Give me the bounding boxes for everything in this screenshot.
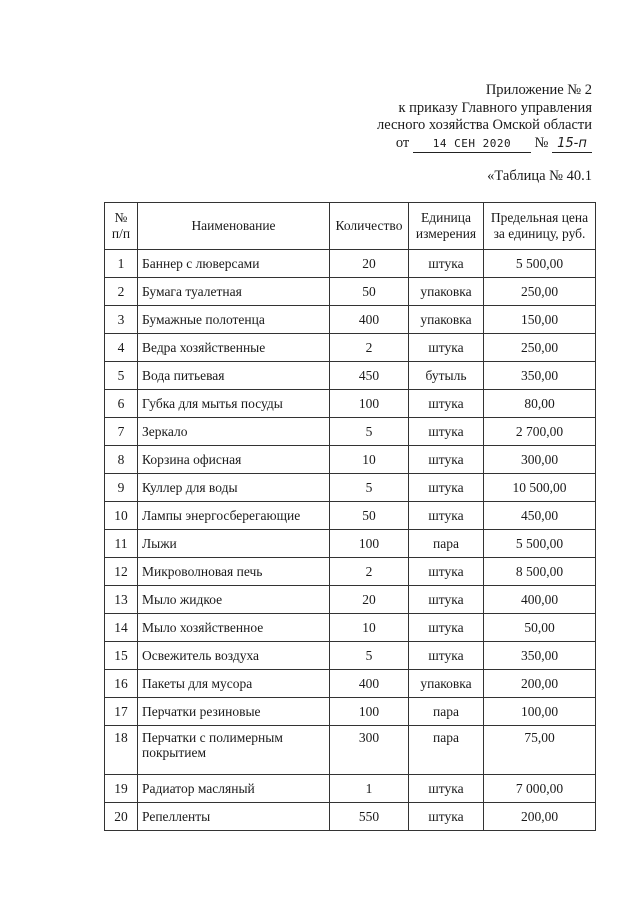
item-unit: бутыль: [409, 362, 484, 390]
item-unit: штука: [409, 558, 484, 586]
organization-name: лесного хозяйства Омской области: [376, 117, 592, 133]
table-row: [105, 250, 596, 278]
item-unit: штука: [409, 334, 484, 362]
item-name: Зеркало: [138, 418, 330, 446]
table-row: [105, 670, 596, 698]
item-price: 80,00: [484, 390, 596, 418]
item-name: Пакеты для мусора: [138, 670, 330, 698]
row-number: 3: [105, 306, 138, 334]
table-row: [105, 642, 596, 670]
table-row: [105, 775, 596, 803]
item-price: 350,00: [484, 642, 596, 670]
item-name: Перчатки с полимерным покрытием: [138, 726, 330, 775]
item-quantity: 50: [330, 278, 409, 306]
table-row: [105, 698, 596, 726]
item-price: 200,00: [484, 670, 596, 698]
table-body: [105, 250, 596, 831]
item-price: 250,00: [484, 278, 596, 306]
item-quantity: 5: [330, 474, 409, 502]
col-header-price: Предельная цена за единицу, руб.: [484, 203, 596, 250]
item-unit: упаковка: [409, 278, 484, 306]
item-quantity: 20: [330, 250, 409, 278]
item-price: 50,00: [484, 614, 596, 642]
table-row: [105, 803, 596, 831]
item-name: Ведра хозяйственные: [138, 334, 330, 362]
item-quantity: 100: [330, 698, 409, 726]
item-price: 7 000,00: [484, 775, 596, 803]
item-unit: упаковка: [409, 306, 484, 334]
item-name: Лампы энергосберегающие: [138, 502, 330, 530]
item-unit: штука: [409, 803, 484, 831]
row-number: 19: [105, 775, 138, 803]
item-quantity: 20: [330, 586, 409, 614]
item-quantity: 100: [330, 530, 409, 558]
row-number: 2: [105, 278, 138, 306]
items-table: [104, 202, 596, 831]
order-number: 15-п: [552, 135, 592, 154]
row-number: 7: [105, 418, 138, 446]
row-number: 15: [105, 642, 138, 670]
item-unit: штука: [409, 642, 484, 670]
item-name: Баннер с люверсами: [138, 250, 330, 278]
row-number: 17: [105, 698, 138, 726]
order-date: 14 СЕН 2020: [413, 135, 531, 154]
item-unit: штука: [409, 586, 484, 614]
order-reference: к приказу Главного управления: [398, 99, 592, 116]
table-row: [105, 390, 596, 418]
date-number-line: [377, 135, 592, 154]
item-quantity: 300: [330, 726, 409, 775]
row-number: 8: [105, 446, 138, 474]
col-header-unit: Единица измерения: [409, 203, 484, 250]
item-price: 100,00: [484, 698, 596, 726]
item-name: Куллер для воды: [138, 474, 330, 502]
item-quantity: 10: [330, 446, 409, 474]
item-name: Лыжи: [138, 530, 330, 558]
item-unit: штука: [409, 775, 484, 803]
item-unit: штука: [409, 446, 484, 474]
item-quantity: 400: [330, 670, 409, 698]
item-unit: штука: [409, 614, 484, 642]
row-number: 4: [105, 334, 138, 362]
row-number: 18: [105, 726, 138, 775]
from-label: от: [395, 134, 410, 151]
item-name: Микроволновая печь: [138, 558, 330, 586]
item-name: Перчатки резиновые: [138, 698, 330, 726]
appendix-label: Приложение № 2: [485, 82, 592, 98]
table-row: [105, 614, 596, 642]
item-quantity: 400: [330, 306, 409, 334]
item-price: 350,00: [484, 362, 596, 390]
item-unit: пара: [409, 698, 484, 726]
table-row: [105, 418, 596, 446]
item-quantity: 5: [330, 642, 409, 670]
item-name: Мыло жидкое: [138, 586, 330, 614]
row-number: 20: [105, 803, 138, 831]
table-row: [105, 278, 596, 306]
item-quantity: 100: [330, 390, 409, 418]
item-price: 150,00: [484, 306, 596, 334]
item-name: Репелленты: [138, 803, 330, 831]
row-number: 9: [105, 474, 138, 502]
item-quantity: 550: [330, 803, 409, 831]
item-name: Вода питьевая: [138, 362, 330, 390]
col-header-name: Наименование: [138, 203, 330, 250]
item-price: 5 500,00: [484, 250, 596, 278]
item-unit: упаковка: [409, 670, 484, 698]
table-title: «Таблица № 40.1: [487, 168, 592, 184]
item-price: 5 500,00: [484, 530, 596, 558]
item-price: 200,00: [484, 803, 596, 831]
item-name: Корзина офисная: [138, 446, 330, 474]
item-name: Губка для мытья посуды: [138, 390, 330, 418]
item-quantity: 450: [330, 362, 409, 390]
col-header-quantity: Количество: [330, 203, 409, 250]
item-quantity: 10: [330, 614, 409, 642]
item-quantity: 1: [330, 775, 409, 803]
table-row: [105, 362, 596, 390]
row-number: 12: [105, 558, 138, 586]
table-header-row: [105, 203, 596, 250]
item-name: Освежитель воздуха: [138, 642, 330, 670]
row-number: 6: [105, 390, 138, 418]
table-row: [105, 306, 596, 334]
item-price: 75,00: [484, 726, 596, 775]
item-quantity: 5: [330, 418, 409, 446]
item-price: 8 500,00: [484, 558, 596, 586]
row-number: 5: [105, 362, 138, 390]
document-header: [377, 82, 592, 153]
item-price: 300,00: [484, 446, 596, 474]
item-quantity: 2: [330, 558, 409, 586]
col-header-number: № п/п: [105, 203, 138, 250]
row-number: 11: [105, 530, 138, 558]
item-price: 450,00: [484, 502, 596, 530]
item-price: 10 500,00: [484, 474, 596, 502]
table-row: [105, 586, 596, 614]
table-row: [105, 558, 596, 586]
item-unit: штука: [409, 390, 484, 418]
item-unit: пара: [409, 530, 484, 558]
table-row: [105, 334, 596, 362]
item-quantity: 2: [330, 334, 409, 362]
item-price: 2 700,00: [484, 418, 596, 446]
item-unit: штука: [409, 474, 484, 502]
table-row: [105, 726, 596, 775]
item-name: Радиатор масляный: [138, 775, 330, 803]
table-row: [105, 530, 596, 558]
item-name: Бумага туалетная: [138, 278, 330, 306]
item-unit: штука: [409, 250, 484, 278]
item-name: Мыло хозяйственное: [138, 614, 330, 642]
item-unit: пара: [409, 726, 484, 775]
row-number: 16: [105, 670, 138, 698]
table-row: [105, 502, 596, 530]
number-label: №: [534, 134, 549, 151]
item-quantity: 50: [330, 502, 409, 530]
item-price: 250,00: [484, 334, 596, 362]
item-price: 400,00: [484, 586, 596, 614]
row-number: 10: [105, 502, 138, 530]
table-row: [105, 474, 596, 502]
item-name: Бумажные полотенца: [138, 306, 330, 334]
row-number: 14: [105, 614, 138, 642]
item-unit: штука: [409, 418, 484, 446]
table-row: [105, 446, 596, 474]
row-number: 13: [105, 586, 138, 614]
item-unit: штука: [409, 502, 484, 530]
row-number: 1: [105, 250, 138, 278]
